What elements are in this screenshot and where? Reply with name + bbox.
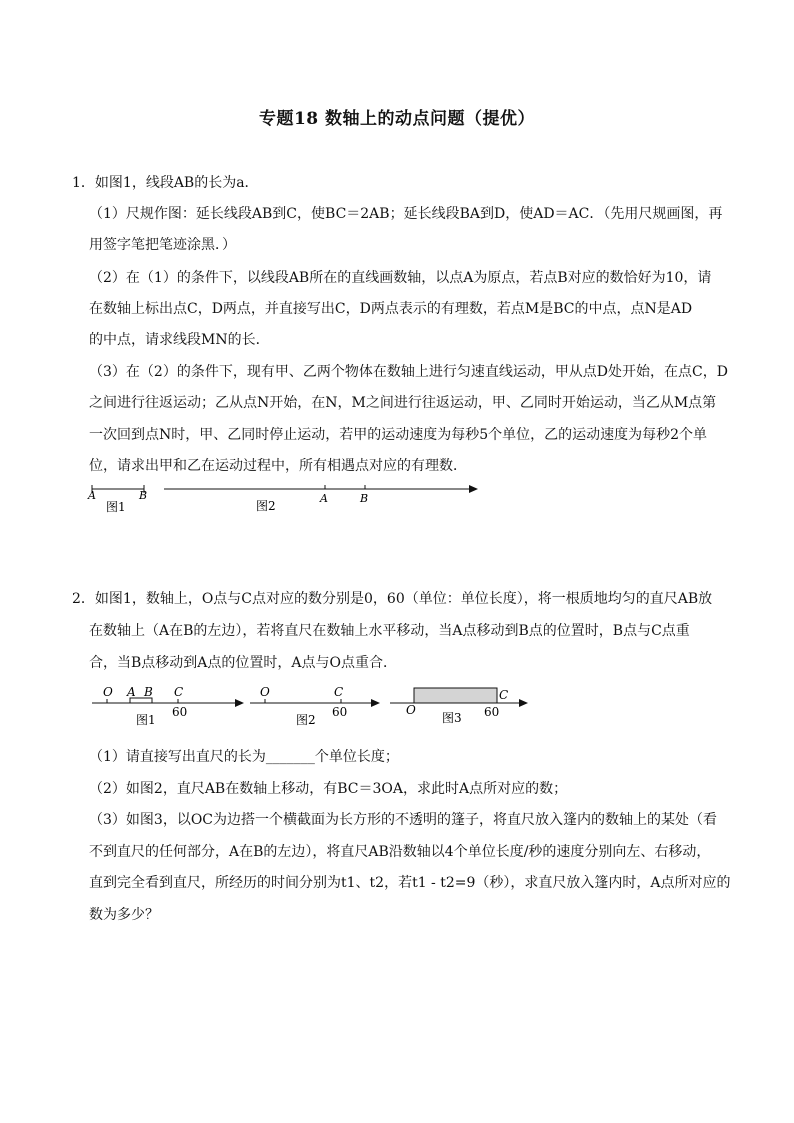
q2-fig3-label-o: O: [406, 703, 416, 717]
q1-figure-1: [86, 482, 156, 522]
q2-line-3: 合，当B点移动到A点的位置时，A点与O点重合．: [89, 655, 397, 671]
q1-fig1-label-a: A: [88, 489, 96, 502]
q1-line-3: 用签字笔把笔迹涂黑．）: [89, 237, 236, 253]
q2-fig1-caption: 图1: [136, 713, 156, 727]
q1-fig2-label-b: B: [360, 492, 369, 505]
q2-figure-1: [90, 683, 250, 733]
q2-sub-4: 不到直尺的任何部分，A在B的左边），将直尺AB沿数轴以4个单位长度/秒的速度分别向左、右移动，: [89, 844, 711, 860]
q2-fig1-label-a: A: [127, 685, 136, 699]
q2-fig3-value: 60: [484, 705, 500, 719]
q1-figure-2: [160, 480, 490, 524]
q1-fig2-caption: 图2: [256, 499, 276, 513]
q2-sub-2: （2）如图2，直尺AB在数轴上移动，有BC＝3OA，求此时A点所对应的数；: [89, 781, 568, 797]
q1-fig1-label-b: B: [139, 489, 148, 502]
q1-line-2: （1）尺规作图：延长线段AB到C，使BC＝2AB；延长线段BA到D，使AD＝AC．（先用尺规画图，再: [89, 206, 723, 222]
q2-sub-6: 数为多少？: [89, 907, 159, 923]
page-title: 专题18 数轴上的动点问题（提优）: [258, 109, 536, 129]
q2-fig1-label-b: B: [144, 685, 153, 699]
q2-fig3-label-c: C: [499, 688, 509, 702]
q2-fig2-label-o: O: [260, 685, 270, 699]
q2-fig1-value: 60: [172, 705, 188, 719]
q2-line-2: 在数轴上（A在B的左边），若将直尺在数轴上水平移动，当A点移动到B点的位置时，B点与C点重: [89, 623, 690, 639]
q2-fig1-label-c: C: [174, 685, 184, 699]
q1-line-10: 位，请求出甲和乙在运动过程中，所有相遇点对应的有理数．: [89, 458, 467, 474]
q2-fig3-caption: 图3: [442, 711, 462, 725]
q1-line-9: 一次回到点N时，甲、乙同时停止运动，若甲的运动速度为每秒5个单位，乙的运动速度为每秒2个单: [89, 427, 708, 443]
q2-sub-3: （3）如图3，以OC为边搭一个横截面为长方形的不透明的篷子，将直尺放入篷内的数轴上的某处（看: [89, 812, 718, 828]
q2-fig2-value: 60: [332, 705, 348, 719]
q2-fig2-caption: 图2: [296, 713, 316, 727]
q2-fig1-label-o: O: [103, 685, 113, 699]
q1-line-5: 在数轴上标出点C，D两点，并直接写出C，D两点表示的有理数，若点M是BC的中点，点N是AD: [89, 301, 693, 317]
q2-figure-3: [388, 683, 538, 733]
q2-sub-1: （1）请直接写出直尺的长为_______个单位长度；: [89, 749, 399, 765]
q1-fig1-caption: 图1: [106, 500, 126, 514]
q1-line-1: 1．如图1，线段AB的长为a．: [72, 175, 259, 191]
q2-line-1: 2．如图1，数轴上，O点与C点对应的数分别是0，60（单位：单位长度），将一根质地均匀的直尺AB放: [72, 591, 713, 607]
q2-sub-5: 直到完全看到直尺，所经历的时间分别为t1、t2，若t1 - t2=9（秒），求直尺放入篷内时，A点所对应的: [89, 875, 731, 891]
q1-line-6: 的中点，请求线段MN的长．: [89, 332, 270, 348]
q1-line-4: （2）在（1）的条件下，以线段AB所在的直线画数轴，以点A为原点，若点B对应的数恰好为10，请: [89, 270, 712, 286]
q1-fig2-label-a: A: [320, 492, 328, 505]
q2-figure-2: [248, 683, 388, 733]
q2-fig2-label-c: C: [334, 685, 344, 699]
q1-line-7: （3）在（2）的条件下，现有甲、乙两个物体在数轴上进行匀速直线运动，甲从点D处开始，在点C，D: [89, 364, 728, 380]
q1-line-8: 之间进行往返运动；乙从点N开始，在N，M之间进行往返运动，甲、乙同时开始运动，当乙从M点第: [89, 395, 717, 411]
